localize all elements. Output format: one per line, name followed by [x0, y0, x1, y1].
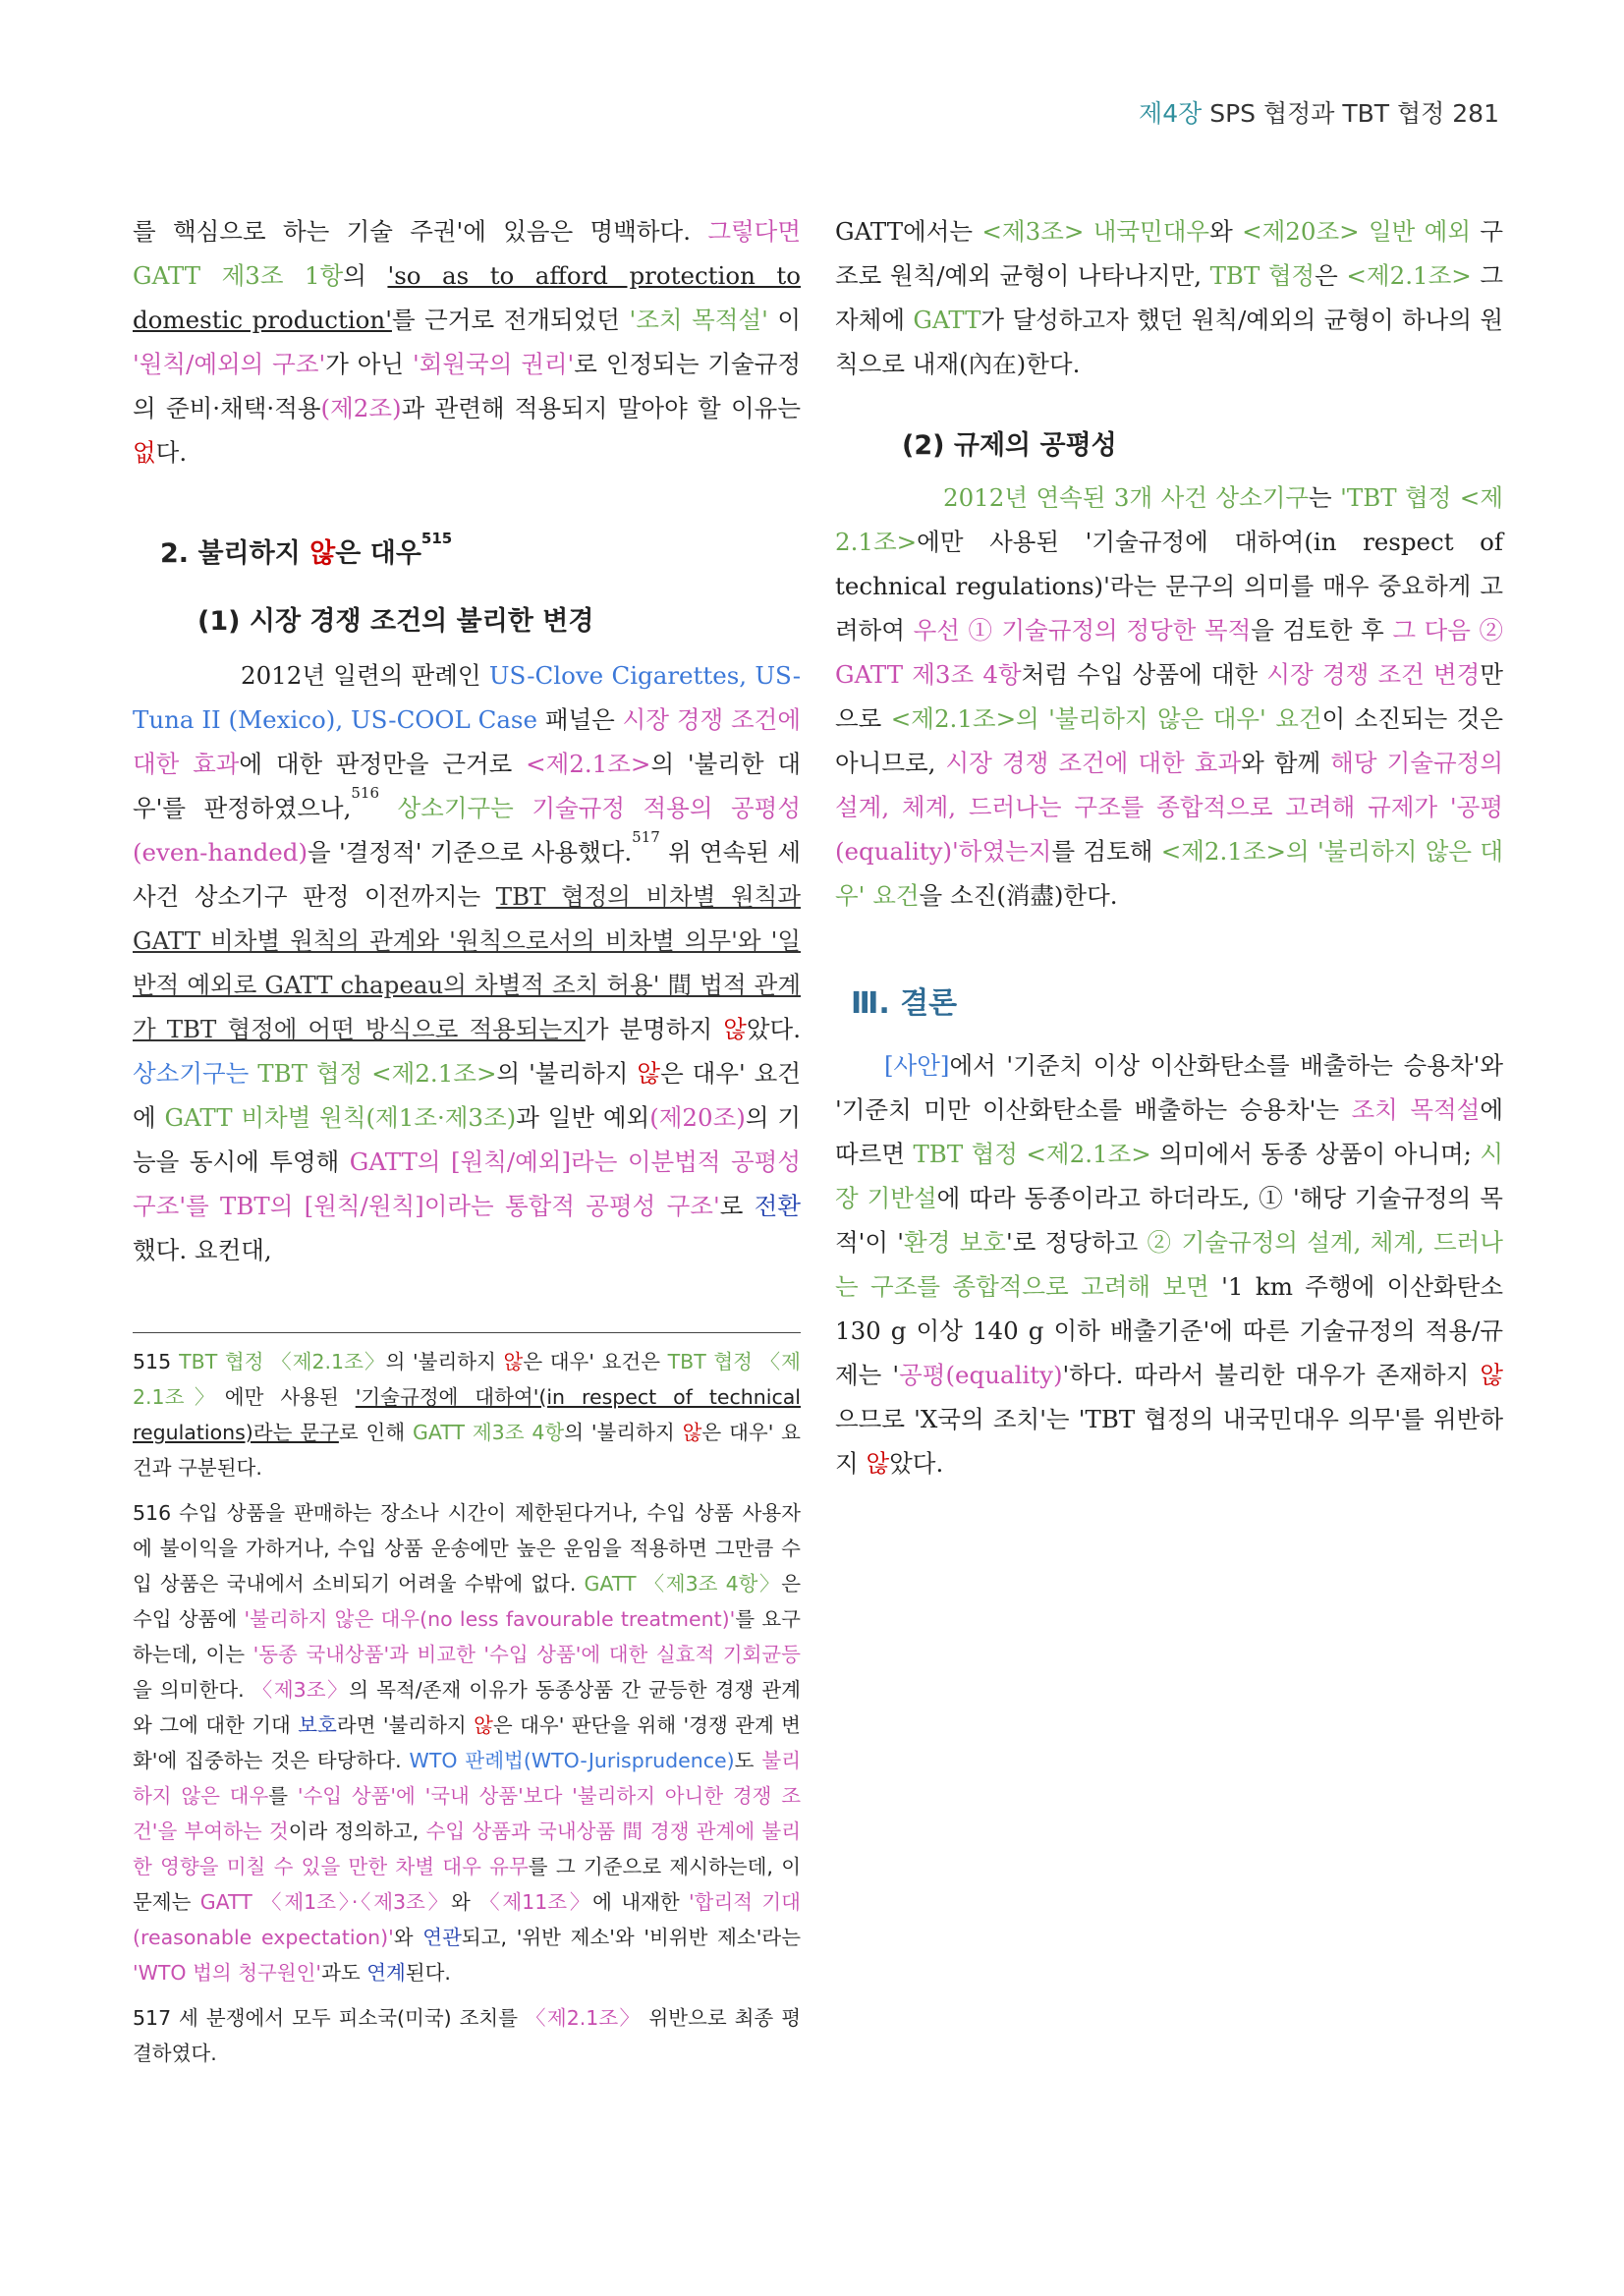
- page-number: 281: [1452, 99, 1499, 128]
- right-column: [835, 209, 1503, 1485]
- right-paragraph-2: 2012년 연속된 3개 사건 상소기구는 'TBT 협정 <제2.1조>에만 사용된 '기술규정에 대하여(in respect of technical regulations)'라는 문구의 의미를 매우 중요하게 고려하여 우선 ① 기술규정의 정당한 목적을 검토한 후 그 다음 ② GATT 제3조 4항처럼 수입 상품에 대한 시장 경쟁 조건 변경만으로 <제2.1조>의 '불리하지 않은 대우' 요건이 소진되는 것은 아니므로, 시장 경쟁 조건에 대한 효과와 함께 해당 기술규정의 설계, 체계, 드러나는 구조를 종합적으로 고려해 규제가 '공평(equality)'하였는지를 검토해 <제2.1조>의 '불리하지 않은 대우' 요건을 소진(消盡)한다.: [835, 483, 1504, 910]
- footnotes: [133, 1344, 801, 2081]
- footnote-divider: [133, 1332, 801, 1333]
- right-paragraph-1: GATT에서는 <제3조> 내국민대우와 <제20조> 일반 예외 구조로 원칙/예외 균형이 나타나지만, TBT 협정은 <제2.1조> 그 자체에 GATT가 달성하고자 했던 원칙/예외의 균형이 하나의 원칙으로 내재(內在)한다.: [835, 217, 1503, 378]
- left-paragraph-2: 2012년 일련의 판례인 US-Clove Cigarettes, US-Tuna II (Mexico), US-COOL Case 패널은 시장 경쟁 조건에 대한 효과에 대한 판정만을 근거로 <제2.1조>의 '불리한 대우'를 판정하였으나,$^{516}$ 상소기구는 기술규정 적용의 공평성(even-handed)을 '결정적' 기준으로 사용했다.$^{517}$ 위 연속된 세 사건 상소기구 판정 이전까지는 TBT 협정의 비차별 원칙과 GATT 비차별 원칙의 관계와 '원칙으로서의 비차별 의무'와 '일반적 예외로 GATT chapeau의 차별적 조치 허용' 間 법적 관계가 TBT 협정에 어떤 방식으로 적용되는지가 분명하지 않았다. 상소기구는 TBT 협정 <제2.1조>의 '불리하지 않은 대우' 요건에 GATT 비차별 원칙(제1조·제3조)과 일반 예외(제20조)의 기능을 동시에 투영해 GATT의 [원칙/예외]라는 이분법적 공평성 구조'를 TBT의 [원칙/원칙]이라는 통합적 공평성 구조'로 전환했다. 요컨대,: [133, 661, 802, 1264]
- left-column: [133, 209, 801, 1272]
- section-heading-2: 2. 불리하지 않은 대우$^{515}$: [160, 530, 453, 569]
- left-paragraph-1: 를 핵심으로 하는 기술 주권'에 있음은 명백하다. 그렇다면 GATT 제3조 1항의 'so as to afford protection to domestic production'를 근거로 전개되었던 '조치 목적설' 이 '원칙/예외의 구조'가 아닌 '회원국의 권리'로 인정되는 기술규정의 준비·채택·적용(제2조)과 관련해 적용되지 말아야 할 이유는 없다.: [133, 217, 802, 467]
- chapter-label: 제4장: [1139, 99, 1203, 128]
- running-head: [1139, 94, 1499, 130]
- footnote-515: 515 TBT 협정 〈제2.1조〉의 '불리하지 않은 대우' 요건은 TBT 협정 〈제2.1조〉에만 사용된 '기술규정에 대하여'(in respect of technical regulations)라는 문구로 인해 GATT 제3조 4항의 '불리하지 않은 대우' 요건과 구분된다.: [133, 1350, 801, 1480]
- footnote-516: 516 수입 상품을 판매하는 장소나 시간이 제한된다거나, 수입 상품 사용자에 불이익을 가하거나, 수입 상품 운송에만 높은 운임을 적용하면 그만큼 수입 상품은 국내에서 소비되기 어려울 수밖에 없다. GATT 〈제3조 4항〉은 수입 상품에 '불리하지 않은 대우(no less favourable treatment)'를 요구하는데, 이는 '동종 국내상품'과 비교한 '수입 상품'에 대한 실효적 기회균등을 의미한다. 〈제3조〉의 목적/존재 이유가 동종상품 간 균등한 경쟁 관계와 그에 대한 기대 보호라면 '불리하지 않은 대우' 판단을 위해 '경쟁 관계 변화'에 집중하는 것은 타당하다. WTO 판례법(WTO-Jurisprudence)도 불리하지 않은 대우를 '수입 상품'에 '국내 상품'보다 '불리하지 아니한 경쟁 조건'을 부여하는 것이라 정의하고, 수입 상품과 국내상품 間 경쟁 관계에 불리한 영향을 미칠 수 있을 만한 차별 대우 유무를 그 기준으로 제시하는데, 이 문제는 GATT 〈제1조〉·〈제3조〉와 〈제11조〉에 내재한 '합리적 기대(reasonable expectation)'와 연관되고, '위반 제소'와 '비위반 제소'라는 'WTO 법의 청구원인'과도 연계된다.: [133, 1501, 802, 1985]
- subsection-heading-1: (1) 시장 경쟁 조건의 불리한 변경: [197, 606, 594, 637]
- chapter-title: SPS 협정과 TBT 협정: [1209, 99, 1445, 128]
- section-heading-3: Ⅲ. 결론: [851, 986, 958, 1021]
- subsection-heading-2: (2) 규제의 공평성: [902, 430, 1117, 461]
- footnote-517: 517 세 분쟁에서 모두 피소국(미국) 조치를 〈제2.1조〉 위반으로 최종 평결하였다.: [133, 2006, 801, 2065]
- right-paragraph-3: [사안]에서 '기준치 이상 이산화탄소를 배출하는 승용차'와 '기준치 미만 이산화탄소를 배출하는 승용차'는 조치 목적설에 따르면 TBT 협정 <제2.1조> 의미에서 동종 상품이 아니며; 시장 기반설에 따라 동종이라고 하더라도, ① '해당 기술규정의 목적'이 '환경 보호'로 정당하고 ② 기술규정의 설계, 체계, 드러나는 구조를 종합적으로 고려해 보면 '1 km 주행에 이산화탄소 130 g 이상 140 g 이하 배출기준'에 따른 기술규정의 적용/규제는 '공평(equality)'하다. 따라서 불리한 대우가 존재하지 않으므로 'X국의 조치'는 'TBT 협정의 내국민대우 의무'를 위반하지 않았다.: [835, 1051, 1503, 1478]
